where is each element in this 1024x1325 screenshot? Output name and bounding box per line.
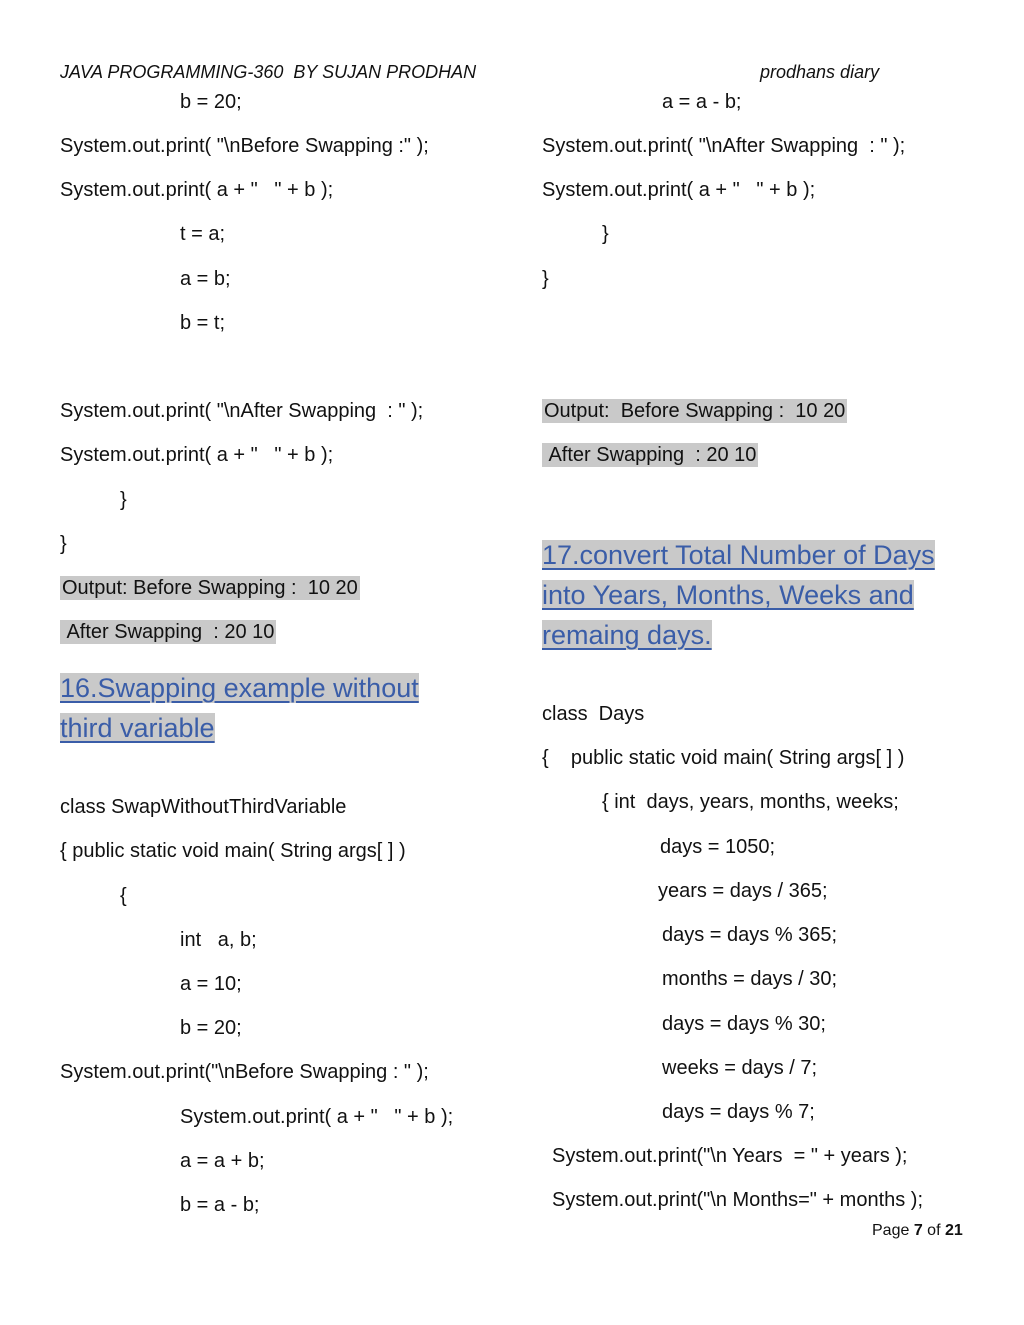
code-line: class Days <box>542 703 645 725</box>
section-heading-line: third variable <box>60 713 215 743</box>
section-heading <box>542 615 712 655</box>
code-line: days = days % 30; <box>662 1013 826 1035</box>
output-line <box>542 398 847 424</box>
page-number <box>872 1222 963 1240</box>
code-line: } <box>542 268 549 290</box>
code-line: months = days / 30; <box>662 968 838 990</box>
code-line: b = 20; <box>180 91 242 113</box>
section-heading <box>542 575 914 615</box>
code-line: System.out.print( "\nBefore Swapping :" ); <box>60 135 429 157</box>
code-line: days = 1050; <box>660 836 776 858</box>
output-line <box>60 619 276 645</box>
code-line: System.out.print( "\nAfter Swapping : " ); <box>542 135 906 157</box>
code-line: class SwapWithoutThirdVariable <box>60 796 347 818</box>
header-brand: prodhans diary <box>760 62 880 82</box>
section-heading <box>60 668 419 708</box>
code-line: System.out.print( a + " " + b ); <box>60 444 334 466</box>
code-line: a = a - b; <box>662 91 742 113</box>
total-pages: 21 <box>944 1222 963 1239</box>
code-line: b = t; <box>180 312 226 334</box>
code-line: a = 10; <box>180 973 242 995</box>
code-line: int a, b; <box>180 929 257 951</box>
code-line: { public static void main( String args[ ] ) <box>60 840 406 862</box>
code-line: a = a + b; <box>180 1150 265 1172</box>
output-highlight: Output: Before Swapping : 10 20 <box>544 400 846 422</box>
section-heading-line: into Years, Months, Weeks and <box>542 580 914 610</box>
code-line: b = a - b; <box>180 1194 260 1216</box>
section-heading-line: remaing days. <box>542 620 712 650</box>
code-line: b = 20; <box>180 1017 242 1039</box>
output-highlight: Output: Before Swapping : 10 20 <box>62 577 358 599</box>
of-label: of <box>922 1222 945 1239</box>
code-line: System.out.print( "\nAfter Swapping : " ); <box>60 400 424 422</box>
section-heading <box>60 708 215 748</box>
code-line: weeks = days / 7; <box>662 1057 818 1079</box>
code-line: } <box>60 533 67 555</box>
code-line: { public static void main( String args[ ] ) <box>542 747 905 769</box>
code-line: System.out.print( a + " " + b ); <box>60 179 334 201</box>
code-line: } <box>602 223 609 245</box>
output-highlight: After Swapping : 20 10 <box>62 621 275 643</box>
code-line: System.out.print("\nBefore Swapping : " ); <box>60 1061 429 1083</box>
code-line: } <box>120 489 127 511</box>
current-page: 7 <box>913 1222 923 1239</box>
header-title: JAVA PROGRAMMING-360 BY SUJAN PRODHAN <box>60 62 477 82</box>
code-line: a = b; <box>180 268 231 290</box>
section-heading-line: 16.Swapping example without <box>60 673 419 703</box>
code-line: days = days % 7; <box>662 1101 815 1123</box>
code-line: { int days, years, months, weeks; <box>602 791 899 813</box>
code-line: System.out.print("\n Years = " + years ); <box>552 1145 908 1167</box>
output-line <box>542 442 758 468</box>
code-line: System.out.print("\n Months=" + months ); <box>552 1189 924 1211</box>
code-line: System.out.print( a + " " + b ); <box>180 1106 454 1128</box>
page-label: Page <box>872 1222 914 1239</box>
code-line: System.out.print( a + " " + b ); <box>542 179 816 201</box>
code-line: years = days / 365; <box>658 880 828 902</box>
section-heading-line: 17.convert Total Number of Days <box>542 540 935 570</box>
section-heading <box>542 535 935 575</box>
code-line: t = a; <box>180 223 226 245</box>
output-highlight: After Swapping : 20 10 <box>544 444 757 466</box>
output-line <box>60 575 360 601</box>
code-line: { <box>120 885 127 907</box>
code-line: days = days % 365; <box>662 924 838 946</box>
